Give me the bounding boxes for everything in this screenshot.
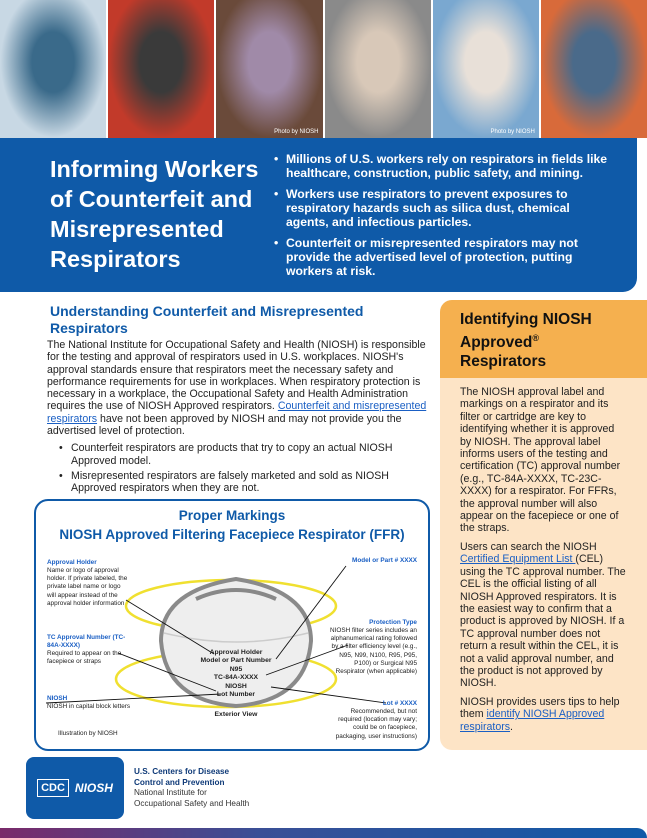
registered-mark: ® — [532, 333, 539, 343]
list-item: • Misrepresented respirators are falsely marketed and sold as NIOSH Approved respirators when they are not. — [59, 470, 432, 495]
org-line: Occupational Safety and Health — [134, 798, 250, 808]
photo — [541, 0, 647, 138]
text: . — [510, 720, 513, 733]
org-line: National Institute for — [134, 788, 207, 797]
photo-credit: Photo by NIOSH — [490, 129, 535, 135]
photo-strip — [0, 0, 647, 138]
left-column — [34, 303, 432, 751]
mask-text: Approval Holder — [209, 648, 263, 656]
list-item: • Counterfeit respirators are products that try to copy an actual NIOSH Approved model. — [59, 442, 432, 467]
view-label: Exterior View — [214, 710, 258, 718]
org-line: Control and Prevention — [134, 777, 225, 787]
key-point: • Counterfeit or misrepresented respirators may not provide the advertised level of protection, putting workers at risk. — [272, 236, 612, 278]
sidebar-header — [440, 300, 647, 378]
key-points — [272, 152, 612, 285]
niosh-callout — [47, 695, 147, 712]
markings-subtitle: NIOSH Approved Filtering Facepiece Respirator (FFR) — [59, 526, 405, 542]
text: (CEL) using the TC approval number. The CEL is the official listing of all NIOSH Approved respirators. It is the easiest way to confirm that a product is approved by NIOSH. If a TC approval number does not return a result within the CEL, it is not a valid approval number, and the product is not approved by NIOSH. — [460, 553, 626, 690]
cdc-niosh-logo — [26, 757, 124, 819]
approval-holder-callout — [47, 559, 129, 609]
sidebar-paragraph — [460, 541, 627, 690]
proper-markings-box — [34, 499, 430, 751]
callout-title: Approval Holder — [47, 558, 97, 566]
markings-title: Proper Markings — [178, 507, 286, 523]
mask-text: TC-84A-XXXX — [213, 674, 259, 682]
sidebar-paragraph: The NIOSH approval label and markings on a respirator and its filter or cartridge are key to identifying whether it is approved by NIOSH. The approval label informs users of the testing and certification (TC) approval number (e.g., TC-84A-XXXX, TC-23C-XXXX) for a respirator. For FFRs, the approval number will also appear on the facepiece or one of the straps. — [460, 386, 621, 535]
photo — [325, 0, 431, 138]
org-line: U.S. Centers for Disease — [134, 767, 230, 776]
section-heading: Understanding Counterfeit and Misrepresented Respirators — [50, 303, 364, 336]
mask-markings — [186, 649, 286, 700]
lot-callout — [329, 700, 417, 741]
sidebar-title: Identifying NIOSH Approved — [460, 311, 592, 352]
callout-title: Model or Part # XXXX — [352, 556, 417, 564]
callout-title: NIOSH — [47, 694, 68, 702]
cdc-logo: CDC — [37, 779, 69, 797]
callout-text: Name or logo of approval holder. If private labeled, the private label name or logo will appear instead of the approval holder information — [47, 566, 128, 608]
page-title: Informing Workers of Counterfeit and Misrepresented Respirators — [50, 156, 259, 272]
photo — [108, 0, 214, 138]
text: Users can search the NIOSH — [460, 540, 597, 553]
footer — [26, 757, 249, 819]
mask-text: NIOSH — [225, 682, 247, 690]
identify-respirators-link[interactable]: identify NIOSH Approved respirators — [460, 708, 605, 733]
callout-title: TC Approval Number (TC-84A-XXXX) — [47, 633, 126, 649]
main-section — [34, 303, 432, 495]
callout-text: NIOSH filter series includes an alphanumerical rating followed by a filter efficiency level (e.g., N95, N99, N100, R95, P95, P100) or Surgical N95 Respirator (when applicable) — [329, 626, 417, 676]
identifying-sidebar — [440, 300, 647, 750]
intro-paragraph — [47, 339, 432, 437]
bottom-bar — [0, 828, 647, 838]
counterfeit-link[interactable]: Counterfeit and misrepresented respirators — [47, 400, 427, 425]
sidebar-paragraph — [460, 696, 627, 733]
sidebar-title-end: Respirators — [460, 353, 547, 371]
key-point: • Millions of U.S. workers rely on respirators in fields like healthcare, construction, public safety, and mining. — [272, 152, 612, 180]
niosh-logo: NIOSH — [74, 781, 113, 795]
mask-text: Model or Part Number — [200, 657, 272, 665]
key-point: • Workers use respirators to prevent exposures to respiratory hazards such as silica dust, chemical agents, and infectious particles. — [272, 187, 612, 229]
callout-text: NIOSH in capital block letters — [47, 702, 131, 710]
photo — [0, 0, 106, 138]
text: have not been approved by NIOSH and may not provide you the advertised level of protection. — [47, 412, 402, 438]
protection-type-callout — [327, 619, 417, 677]
illustration-credit: Illustration by NIOSH — [58, 729, 118, 737]
mask-text: Lot Number — [216, 691, 256, 699]
callout-text: Recommended, but not required (location may vary; could be on facepiece, packaging, user instructions) — [335, 707, 417, 740]
definitions-list — [59, 442, 432, 494]
callout-title: Protection Type — [369, 618, 417, 626]
sidebar-body — [440, 378, 647, 733]
photo — [216, 0, 322, 138]
text: The National Institute for Occupational Safety and Health (NIOSH) is responsible for the testing and approval of respirators used in U.S. workplaces. NIOSH's approval standards ensure that respirators meet the necessary safety and performance requirements for use in workplaces. When respiratory protection is necessary in a workplace, the Occupational Safety and Health Administration requires the use of NIOSH Approved respirators. — [47, 339, 426, 413]
title-banner — [0, 138, 637, 292]
callout-title: Lot # XXXX — [382, 699, 417, 707]
photo — [433, 0, 539, 138]
tc-number-callout — [47, 634, 127, 667]
callout-text: Required to appear on the facepiece or straps — [47, 650, 122, 666]
mask-text: N95 — [229, 665, 243, 673]
photo-credit: Photo by NIOSH — [274, 129, 319, 135]
model-callout — [327, 557, 417, 565]
cel-link[interactable]: Certified Equipment List — [460, 553, 576, 566]
text: NIOSH provides users tips to help them — [460, 695, 620, 721]
org-name — [134, 767, 249, 809]
